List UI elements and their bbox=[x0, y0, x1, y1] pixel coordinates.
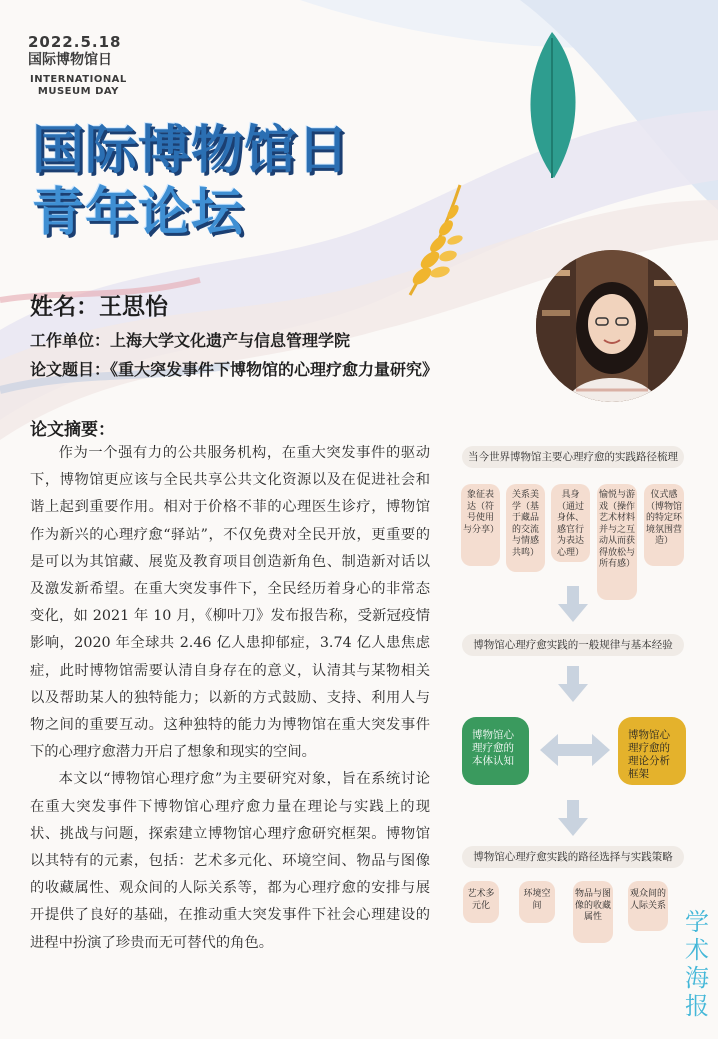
flow-top-item-4: 愉悦与游戏（操作艺术材料并与之互动从而获得放松与所有感） bbox=[597, 484, 637, 600]
abstract-paragraph-1: 作为一个强有力的公共服务机构，在重大突发事件的驱动下，博物馆更应该与全民共享公共文化资源以及在促进社会和谐上起到重要作用。相对于价格不菲的心理医生诊疗，博物馆作为新兴的心理疗愈“驿站”，不仅免费对全民开放，更重要的是可以为其馆藏、展览及教育项目创造新角色、制造新对话以及激发新希望。在重大突发事件下，全民经历着身心的非常态变化，如 2021 年 10 月，《柳叶刀》发布报告称，受新冠疫情影响，2020 年全球共 2.46 亿人患抑郁症，3.74 亿人患焦虑症，此时博物馆需要认清自身存在的意义，认清其与某物相关以及帮助某人的独特能力；以新的方式鼓励、支持、利用人与物之间的重要互动。这种独特的能力为博物馆在重大突发事件下的心理疗愈潜力开启了想象和现实的空间。 bbox=[30, 445, 430, 761]
leaf-icon bbox=[512, 28, 584, 188]
poster-title-line2: 青年论坛 bbox=[32, 183, 245, 243]
flow-bottom-item-4: 观众间的人际关系 bbox=[628, 881, 668, 931]
event-name-en-line1: INTERNATIONAL bbox=[30, 74, 127, 85]
speaker-name: 姓名：王思怡 bbox=[30, 294, 168, 320]
profile-photo bbox=[536, 250, 688, 402]
side-tag: 学术海报 bbox=[685, 908, 709, 1020]
flow-bottom-item-2: 环境空间 bbox=[519, 881, 555, 923]
event-name-cn: 国际博物馆日 bbox=[28, 52, 112, 68]
event-date: 2022.5.18 bbox=[28, 33, 122, 51]
thesis-title: 论文题目：《重大突发事件下博物馆的心理疗愈力量研究》 bbox=[30, 360, 439, 379]
event-name-en bbox=[30, 74, 127, 98]
event-name-en-line2: MUSEUM DAY bbox=[37, 86, 119, 97]
arrow-down-icon bbox=[558, 666, 588, 704]
abstract-paragraph-2: 本文以“博物馆心理疗愈”为主要研究对象，旨在系统讨论在重大突发事件下博物馆心理疗愈力量在理论与实践上的现状、挑战与问题，探索建立博物馆心理疗愈研究框架。博物馆以其特有的元素，包括：艺术多元化、环境空间、物品与图像的收藏属性、观众间的人际关系等，都为心理疗愈的安排与展开提供了良好的基础，在推动重大突发事件下社会心理建设的进程中扮演了珍贵而无可替代的角色。 bbox=[30, 771, 430, 951]
flow-bottom-item-1: 艺术多元化 bbox=[463, 881, 499, 923]
flow-top-item-3: 具身（通过身体、感官行为表达心理） bbox=[551, 484, 590, 562]
flow-right-box: 博物馆心理疗愈的理论分析框架 bbox=[618, 717, 686, 785]
flow-left-box: 博物馆心理疗愈的本体认知 bbox=[462, 717, 529, 785]
flow-top-item-1: 象征表达（符号使用与分享） bbox=[461, 484, 500, 566]
poster-title-line1: 国际博物馆日 bbox=[32, 121, 351, 181]
arrow-down-icon bbox=[558, 800, 588, 838]
abstract-body bbox=[30, 440, 430, 957]
flow-top-item-2: 关系美学（基于藏品的交流与情感共鸣） bbox=[506, 484, 545, 572]
flow-bottom-item-3: 物品与图像的收藏属性 bbox=[573, 881, 613, 943]
flow-bottom-bar: 博物馆心理疗愈实践的路径选择与实践策略 bbox=[462, 846, 684, 868]
double-arrow-icon bbox=[540, 730, 610, 770]
flow-middle-bar: 博物馆心理疗愈实践的一般规律与基本经验 bbox=[462, 634, 684, 656]
abstract-heading: 论文摘要： bbox=[30, 420, 115, 440]
wheat-icon bbox=[400, 180, 480, 300]
speaker-affiliation: 工作单位：上海大学文化遗产与信息管理学院 bbox=[30, 331, 351, 350]
flow-top-item-5: 仪式感（博物馆的特定环境氛围营造） bbox=[644, 484, 684, 566]
arrow-down-icon bbox=[558, 586, 588, 624]
flow-top-bar: 当今世界博物馆主要心理疗愈的实践路径梳理 bbox=[462, 446, 684, 468]
